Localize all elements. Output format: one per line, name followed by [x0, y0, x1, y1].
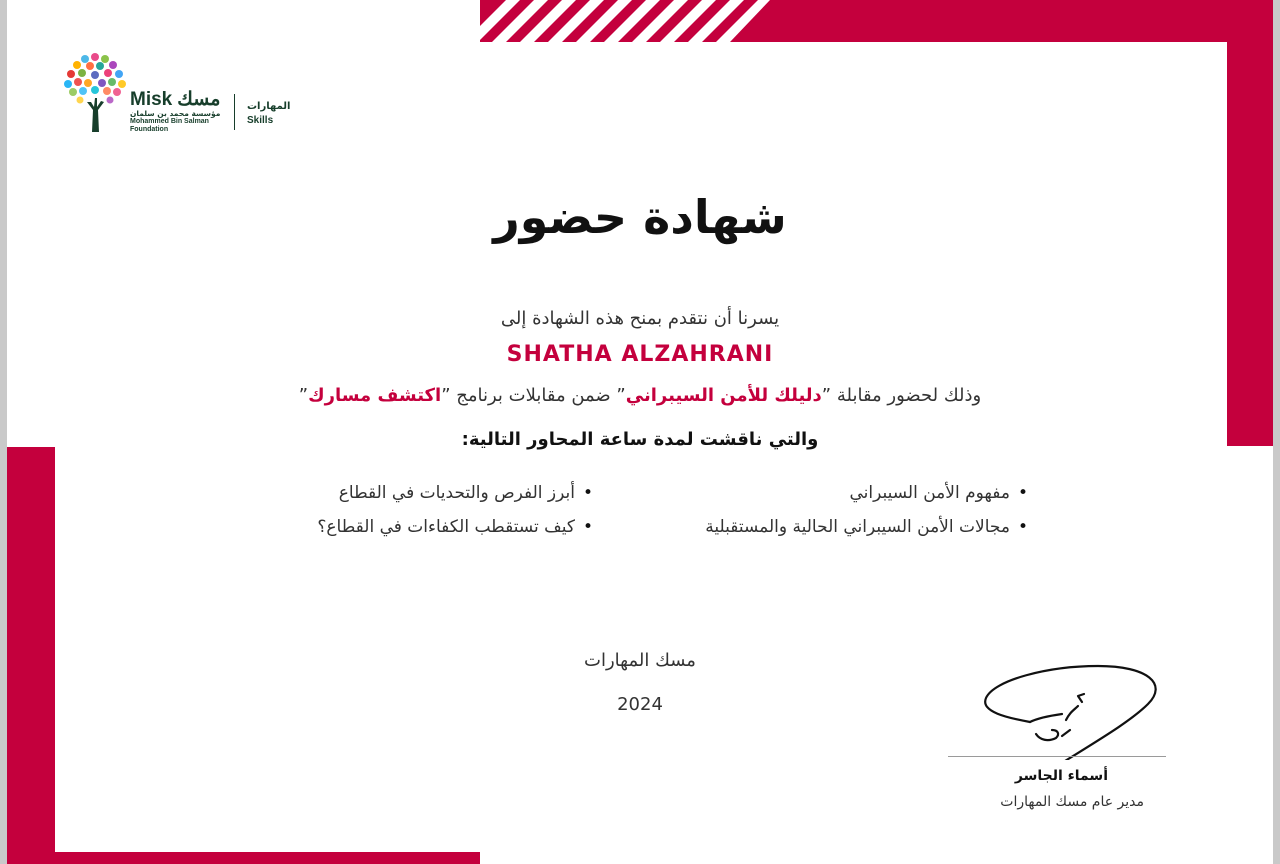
- intro-text: يسرنا أن نتقدم بمنح هذه الشهادة إلى: [500, 308, 780, 329]
- attendance-statement: [240, 385, 1040, 406]
- tree-icon: [62, 50, 128, 134]
- organization-name: مسك المهارات: [584, 650, 696, 671]
- session-name: دليلك للأمن السيبراني: [625, 385, 822, 406]
- logo-skills-en: Skills: [247, 115, 274, 126]
- certificate-year: 2024: [617, 694, 663, 715]
- recipient-name: SHATHA ALZAHRANI: [506, 342, 774, 367]
- logo-skills-ar: المهارات: [247, 101, 291, 112]
- logo-divider: [234, 94, 235, 130]
- handwritten-signature: [978, 660, 1168, 760]
- topic-item: • مفهوم الأمن السيبراني: [850, 483, 1029, 503]
- topic-item: • أبرز الفرص والتحديات في القطاع: [339, 483, 593, 503]
- topic-item: • مجالات الأمن السيبراني الحالية والمستقبلية: [705, 517, 1028, 537]
- program-name: اكتشف مسارك: [308, 385, 442, 406]
- signer-role: مدير عام مسك المهارات: [1000, 794, 1144, 810]
- attendance-prefix: وذلك لحضور مقابلة ”: [821, 385, 982, 406]
- attendance-suffix: ”: [298, 385, 309, 406]
- logo-subtitle-en: Mohammed Bin Salman Foundation: [130, 118, 209, 133]
- topics-heading: والتي ناقشت لمدة ساعة المحاور التالية:: [461, 429, 819, 450]
- logo-subtitle-ar: مؤسسة محمد بن سلمان: [130, 109, 221, 118]
- logo-wordmark: Misk مسك: [130, 89, 221, 110]
- certificate-title: شهادة حضور: [493, 190, 787, 244]
- topics-list: [250, 480, 1040, 560]
- misk-skills-logo: [62, 50, 302, 140]
- attendance-middle: ” ضمن مقابلات برنامج ”: [441, 385, 626, 406]
- signer-name: أسماء الجاسر: [1014, 768, 1108, 784]
- signature-line: [948, 756, 1166, 757]
- topic-item: • كيف تستقطب الكفاءات في القطاع؟: [317, 517, 593, 537]
